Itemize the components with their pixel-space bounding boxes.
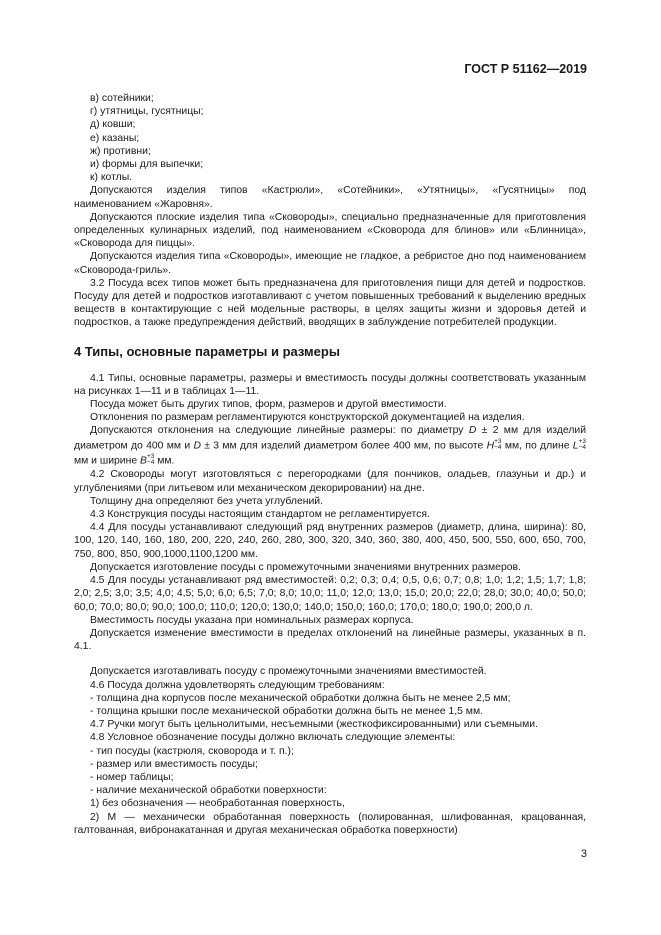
paragraph-nominal-capacity: Вместимость посуды указана при номинальных размерах корпуса. [90,614,414,626]
element-type: - тип посуды (кастрюля, сковорода и т. п.); [90,745,294,757]
paragraph-4-5: 4.5 Для посуды устанавливают ряд вместимостей: 0,2; 0,3; 0,4; 0,5, 0,6; 0,7; 0,8; 1,0; 1,2; 1,5; 1,7; 1,8; 2,0; 2,5; 3,0; 3,5; 4,0; 4,5; 5,0; 6,0; 6,5; 7,0; 8,0; 10,0; 11,0; 12,0; 13,0; 15,0; 20,0; 22,0; 28,0; 30,0; 40,0; 50,0; 60,0; 70,0; 80,0; 90,0; 100,0; 110,0; 120,0; 130,0; 140,0; 150,0; 160,0; 170,0; 180,0; 190,0; 200,0 л. [74,575,586,613]
list-item-d: д) ковши; [90,119,136,131]
requirement-lid: - толщина крышки после механической обработки должна быть не менее 1,5 мм. [90,705,483,717]
document-body [74,92,586,837]
list-item-i: и) формы для выпечки; [90,159,204,171]
paragraph-tolerances: Допускаются отклонения на следующие линейные размеры: по диаметру D ± 2 мм для изделий диаметром до 400 мм и D ± 3 мм для изделий диаметром более 400 мм, по высоте H+3 −4 мм, по длине L+3 −4 мм и ширине B+3 −4 мм. [74,425,586,467]
paragraph-4-7: 4.7 Ручки могут быть цельнолитыми, несъемными (жесткофиксированными) или съемными. [90,719,538,731]
element-size: - размер или вместимость посуды; [90,758,258,770]
section-heading: 4 Типы, основные параметры и размеры [74,343,340,359]
list-item-zh: ж) противни; [90,145,151,157]
document-code: ГОСТ Р 51162—2019 [464,62,587,76]
list-item-k: к) котлы. [90,172,133,184]
length-symbol: L [572,440,579,452]
paragraph-4-4: 4.4 Для посуды устанавливают следующий ряд внутренних размеров (диаметр, длина, ширина): 80, 100, 120, 140, 160, 180, 200, 220, 240, 260, 280, 300, 320, 340, 360, 380, 400, 450, 500, 550, 600, 650, 700, 750, 800, 850, 900,1000,1100,1200 мм. [74,522,586,560]
paragraph-deviations: Отклонения по размерам регламентируются конструкторской документацией на изделия. [90,412,525,424]
paragraph-capacity-change: Допускается изменение вместимости в пределах отклонений на линейные размеры, указанных в п. 4.1. [74,627,586,653]
paragraph-intermediate-sizes: Допускается изготовление посуды с промежуточными значениями внутренних размеров. [90,561,521,573]
tolerance-h: +3 −4 [494,437,502,452]
paragraph-intermediate-capacities: Допускается изготавливать посуду с промежуточными значениями вместимостей. [90,666,487,678]
element-table: - номер таблицы; [90,771,174,783]
machining-option-2: 2) М — механически обработанная поверхность (полированная, шлифованная, крацованная, галтованная, вибронакатанная и другая механическая обработка поверхности) [74,811,586,836]
list-item-v: в) сотейники; [90,93,154,104]
page-number: 3 [580,848,587,860]
paragraph-grill-pan: Допускаются изделия типа «Сковороды», имеющие не гладкое, а ребристое дно под наименованием «Сковорода-гриль». [74,251,586,276]
paragraph-flat-pans: Допускаются плоские изделия типа «Сковороды», специально предназначенные для приготовления определенных кулинарных изделий, под наименованием «Сковорода для блинов» или «Блинница», «Сковорода для пиццы». [74,211,586,250]
paragraph-4-6: 4.6 Посуда должна удовлетворять следующим требованиям: [90,679,385,691]
paragraph-other-types: Посуда может быть других типов, форм, размеров и другой вместимости. [90,399,447,411]
paragraph-3-2: 3.2 Посуда всех типов может быть предназначена для приготовления пищи для детей и подростков. Посуду для детей и подростков изготавливают с учетом повышенных требований к выделению вредных веществ в контактирующие с ней модельные растворы, в целях защиты жизни и здоровья детей и подростков, а также предупреждения действий, вводящих в заблуждение потребителей продукции. [74,277,586,329]
paragraph-4-2: 4.2 Сковороды могут изготовляться с перегородками (для пончиков, оладьев, глазуньи и др.) и углублениями (при литьевом или механическом декорировании) на дне. [74,469,586,494]
height-symbol: H [486,440,495,452]
paragraph-zharovnya: Допускаются изделия типов «Кастрюли», «Сотейники», «Утятницы», «Гусятницы» под наименованием «Жаровня». [74,185,586,210]
paragraph-4-1: 4.1 Типы, основные параметры, размеры и вместимость посуды должны соответствовать указанным на рисунках 1—11 и в таблицах 1—11. [74,372,586,397]
tolerance-l: +3 −4 [578,437,586,452]
requirement-bottom: - толщина дна корпусов после механической обработки должна быть не менее 2,5 мм; [90,692,511,704]
paragraph-bottom-thickness: Толщину дна определяют без учета углублений. [90,495,323,507]
element-machining: - наличие механической обработки поверхности: [90,785,327,797]
paragraph-4-3: 4.3 Конструкция посуды настоящим стандартом не регламентируется. [90,509,430,521]
list-item-g: г) утятницы, гусятницы; [90,106,204,118]
paragraph-4-8: 4.8 Условное обозначение посуды должно включать следующие элементы: [90,732,456,744]
machining-option-1: 1) без обозначения — необработанная поверхность, [90,798,345,810]
list-item-e: е) казаны; [90,132,140,144]
width-symbol: B [140,454,147,466]
tolerance-b: +3 −4 [146,452,155,467]
